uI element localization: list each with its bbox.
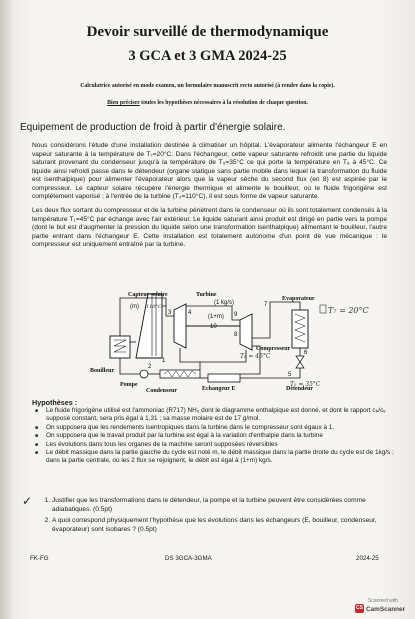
node-2: 2 (148, 364, 152, 370)
calculator-note: Calculatrice autorisé en mode examen, un formulaire manuscrit recto autorisé (à rendre dans la copie). (80, 83, 335, 89)
node-4: 4 (188, 310, 192, 316)
section-title: Equipement de production de froid à partir d'énergie solaire. (20, 122, 286, 133)
camscanner-icon: CS (356, 605, 363, 611)
evaporateur (292, 310, 308, 348)
node-8: 8 (234, 332, 238, 338)
compresseur (240, 314, 252, 350)
footer-right: 2024-25 (356, 555, 379, 562)
document-subtitle: 3 GCA et 3 GMA 2024-25 (128, 48, 287, 64)
list-item: ■ Les évolutions dans tous les organes de la machine seront supposées réversibles (46, 441, 401, 449)
question-item: 2. A quoi correspond physiquement l'hypothèse que les évolutions dans les échangeurs (E, bouilleur, condenseur, évaporateur) sont isobares ? (0.5pt) (52, 517, 397, 534)
note-rest: toutes les hypothèses nécessaires à la résolution de chaque question. (139, 100, 308, 106)
label-compresseur: Compresseur (256, 346, 291, 352)
handwritten-t3: 110°C (146, 304, 162, 310)
footer-left: FK-FG (30, 555, 49, 562)
document-title: Devoir surveillé de thermodynamique (86, 24, 329, 40)
handwritten-t7-note (318, 300, 378, 320)
list-item: ■ On supposera que le travail produit par la turbine est égal à la variation d'enthalpie dans la turbine (46, 432, 401, 440)
label-m: (m) (130, 304, 139, 310)
scanner-brand: CamScanner (366, 606, 406, 613)
page-edge-shadow (0, 0, 12, 619)
list-item: ■ Le fluide frigorigène utilisé est l'ammoniac (R717) NH₃ dont le diagramme enthalpique est donné, et dont le rapport cₚ/cᵥ supposé constant, sera pris égal à 1,31 ; sa masse molaire est de 17 g/mol. (46, 407, 401, 424)
node-6: 6 (304, 350, 308, 356)
questions-list (40, 497, 397, 537)
turbine (174, 304, 186, 348)
installation-diagram (90, 286, 320, 394)
echangeur-e (208, 374, 240, 382)
label-condenseur: Condenseur (146, 388, 178, 394)
handwritten-t7: T₇ = 20°C (328, 306, 369, 315)
node-10: 10 (210, 324, 217, 330)
paragraph-intro: Nous considérons l'étude d'une installation destinée à climatiser un hôpital. L'évaporateur alimente l'échangeur E en vapeur saturante à la température de T₇=20°C. Dans l'échangeur, cette vapeur saturante refroidit une partie du liquide saturant provenant du condenseur jusqu'à la température de T₅=35°C ce qui porte la température en T₈ à 45°C. Ce liquide ainsi refroidi passe dans le détendeur (organe statique sans partie mobile dans lequel la transformation du fluide est isenthalpique) pour alimenter l'évaporateur alors que la vapeur sèche du second flux (en 8) est aspirée par le compresseur. Le capteur solaire récupère l'énergie thermique et alimente le bouilleur, où le fluide frigorigène est complètement vaporisé ; à l'entrée de la turbine (T₃=110°C), il est sous forme de vapeur saturante. (32, 142, 387, 201)
label-bouilleur: Bouilleur (90, 368, 115, 374)
hypotheses-list (32, 407, 401, 466)
label-detendeur: Détendeur (286, 386, 313, 392)
label-flow1: (1 kg/s) (214, 300, 235, 306)
handwritten-t5: T₅ = 35°C (290, 381, 320, 388)
question-item: 1. Justifier que les transformations dans le détendeur, la pompe et la turbine peuvent être considérées comme adiabatiques. (0.5pt) (52, 497, 397, 514)
list-item: ■ On supposera que les rendements isentropiques dans la turbine dans le compresseur sont égaux à 1. (46, 424, 401, 432)
scanner-label: Scanned with (368, 598, 399, 604)
label-pompe: Pompe (120, 382, 138, 388)
paragraph-flows: Les deux flux sortant du compresseur et de la turbine pénètrent dans le condenseur où ils sont totalement condensés à la température T₁=45°C par échange avec l'air extérieur. Le liquide saturant ainsi produit est dirigé en partie vers la pompe (dont le but est d'augmenter la pression du liquide selon une transformation isenthalpique) alimentant le bouilleur, l'autre partie entrant dans l'échangeur E. Cette installation est totalement autonome d'un point de vue mécanique : le compresseur est uniquement entraîné par la turbine. (32, 207, 387, 249)
detendeur (296, 356, 304, 362)
label-echangeur: Echangeur E (202, 386, 236, 392)
label-turbine: Turbine (196, 292, 217, 298)
handwritten-t8: T₈ = 45°C (240, 353, 271, 360)
node-7: 7 (264, 302, 268, 308)
pump (140, 370, 148, 378)
footer-center: DS 3GCA-3GMA (165, 555, 212, 562)
hypotheses-note (0, 100, 415, 106)
label-capteur: Capteur solaire (128, 292, 168, 298)
node-3: 3 (168, 310, 172, 316)
node-9: 9 (234, 312, 238, 318)
node-5: 5 (288, 372, 292, 378)
emphasis-text: Bien préciser (107, 100, 140, 106)
list-item: ■ Le débit massique dans la partie gauche du cycle est noté m, le débit massique dans la partie droite du cycle est de 1kg/s ; dans la partie centrale, où les 2 flux se rejoignent, le débit est égal à (1+m) kg/s. (46, 449, 401, 466)
label-flow2: (1+m) (208, 314, 224, 320)
checkmark-icon: ✓ (22, 494, 33, 508)
hypotheses-title: Hypothèses : (32, 398, 78, 407)
node-1: 1 (162, 358, 166, 364)
label-evaporateur: Evaporateur (282, 296, 315, 302)
bouilleur (110, 336, 130, 358)
